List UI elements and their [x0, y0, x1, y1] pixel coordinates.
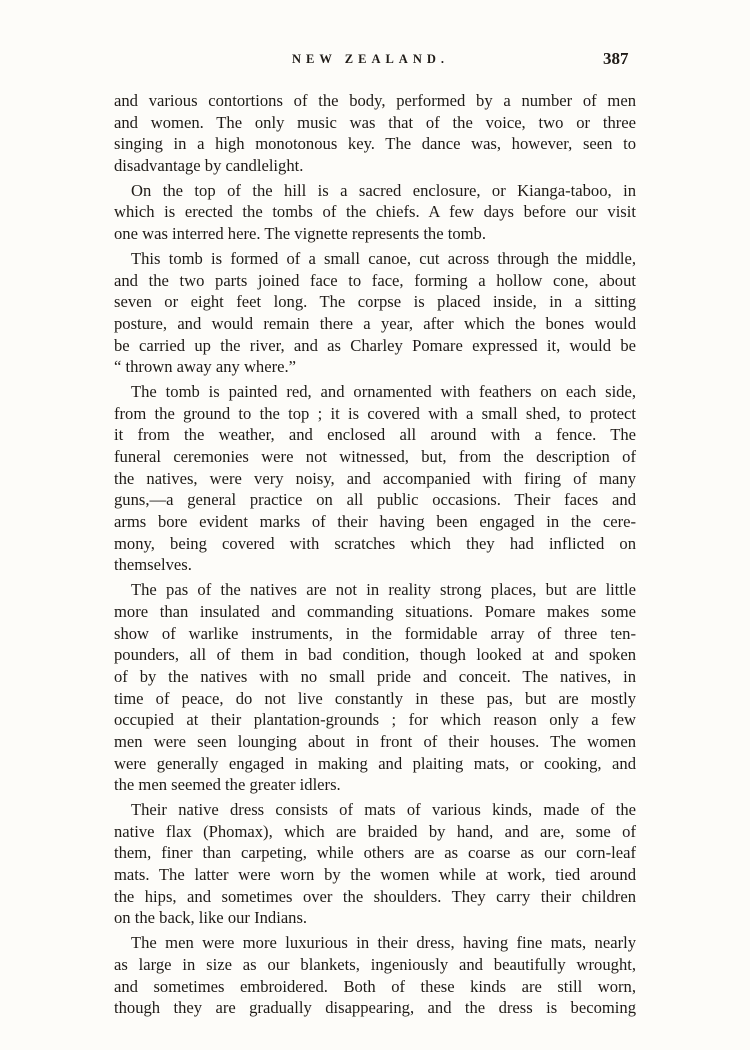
text-line: disadvantage by candlelight.	[114, 156, 304, 176]
text-line: from the ground to the top ; it is covered with a small shed, to protect	[114, 403, 636, 423]
text-line: mats. The latter were worn by the women while at work, tied around	[114, 865, 636, 885]
paragraph	[114, 799, 636, 929]
text-line: mony, being covered with scratches which they had inflicted on	[114, 533, 636, 553]
text-line: guns,—a general practice on all public occasions. Their faces and	[114, 490, 636, 510]
text-line: funeral ceremonies were not witnessed, but, from the description of	[114, 447, 636, 466]
text-line: “ thrown away any where.”	[114, 357, 296, 377]
text-line: the hips, and sometimes over the shoulders. They carry their children	[114, 886, 636, 906]
text-line: native flax (Phomax), which are braided by hand, and are, some of	[114, 821, 636, 841]
text-line: themselves.	[114, 555, 192, 575]
text-line: men were seen lounging about in front of their houses. The women	[114, 731, 636, 751]
text-line: more than insulated and commanding situations. Pomare makes some	[114, 601, 636, 621]
text-line: and the two parts joined face to face, forming a hollow cone, about	[114, 270, 636, 290]
text-line: it from the weather, and enclosed all around with a fence. The	[114, 425, 636, 445]
text-line: and sometimes embroidered. Both of these kinds are still worn,	[114, 976, 636, 996]
text-line: arms bore evident marks of their having been engaged in the cere-	[114, 512, 636, 532]
paragraph	[114, 381, 636, 576]
paragraph	[114, 932, 636, 1019]
text-line: On the top of the hill is a sacred enclosure, or Kianga-taboo, in	[131, 180, 636, 200]
text-line: singing in a high monotonous key. The dance was, however, seen to	[114, 134, 636, 154]
body-text	[114, 90, 636, 1022]
paragraph	[114, 90, 636, 177]
text-line: be carried up the river, and as Charley Pomare expressed it, would be	[114, 335, 636, 355]
text-line: the natives, were very noisy, and accompanied with firing of many	[114, 468, 636, 488]
text-line: and various contortions of the body, performed by a number of men	[114, 91, 636, 110]
text-line: The tomb is painted red, and ornamented with feathers on each side,	[131, 381, 636, 401]
text-line: The men were more luxurious in their dress, having fine mats, nearly	[131, 933, 636, 953]
paragraph	[114, 180, 636, 245]
text-line: pounders, all of them in bad condition, though looked at and spoken	[114, 645, 636, 665]
paragraph	[114, 579, 636, 796]
text-line: on the back, like our Indians.	[114, 908, 308, 928]
text-line: one was interred here. The vignette represents the tomb.	[114, 224, 486, 244]
running-head: NEW ZEALAND.	[292, 52, 450, 66]
text-line: the men seemed the greater idlers.	[114, 775, 341, 795]
text-line: which is erected the tombs of the chiefs. A few days before our visit	[114, 202, 636, 222]
text-line: occupied at their plantation-grounds ; for which reason only a few	[114, 710, 636, 730]
text-line: The pas of the natives are not in reality strong places, but are little	[131, 580, 636, 600]
text-line: of by the natives with no small pride and conceit. The natives, in	[114, 666, 636, 686]
text-line: time of peace, do not live constantly in these pas, but are mostly	[114, 688, 636, 708]
text-line: Their native dress consists of mats of various kinds, made of the	[131, 800, 636, 819]
text-line: and women. The only music was that of the voice, two or three	[114, 112, 636, 132]
text-line: them, finer than carpeting, while others are as coarse as our corn-leaf	[114, 843, 636, 863]
text-line: were generally engaged in making and plaiting mats, or cooking, and	[114, 753, 636, 773]
paragraph	[114, 248, 636, 378]
text-line: seven or eight feet long. The corpse is placed inside, in a sitting	[114, 292, 636, 312]
page-number: 387	[603, 49, 629, 68]
text-line: This tomb is formed of a small canoe, cut across through the middle,	[131, 248, 636, 268]
text-line: though they are gradually disappearing, and the dress is becoming	[114, 998, 636, 1018]
text-line: as large in size as our blankets, ingeniously and beautifully wrought,	[114, 954, 636, 974]
text-line: posture, and would remain there a year, after which the bones would	[114, 313, 636, 333]
text-line: show of warlike instruments, in the formidable array of three ten-	[114, 623, 636, 643]
